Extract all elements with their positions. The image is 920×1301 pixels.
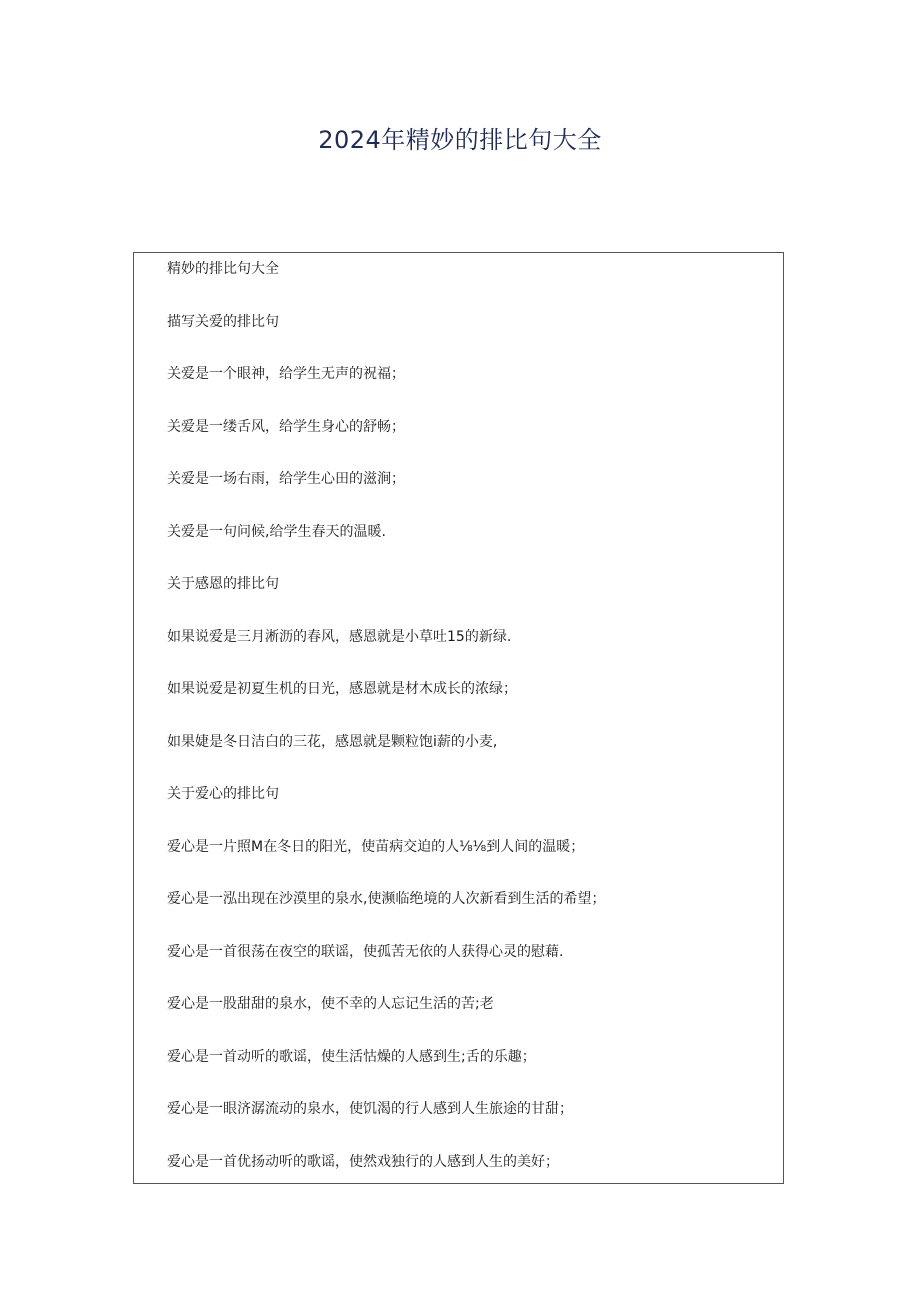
line-kindness-4: 爱心是一股甜甜的泉水，使不幸的人忘记生活的苦;老 — [167, 996, 494, 1012]
line-care-2: 关爱是一缕舌风，给学生身心的舒畅； — [167, 419, 405, 435]
document-title: 2024年精妙的排比句大全 — [318, 126, 602, 154]
line-gratitude-1: 如果说爱是三月淅沥的春风，感恩就是小草吐15的新绿. — [167, 629, 512, 645]
line-kindness-6: 爱心是一眼济潺流动的泉水，使饥渴的行人感到人生旅途的甘甜； — [167, 1101, 573, 1117]
line-heading-main: 精妙的排比句大全 — [167, 261, 279, 277]
line-gratitude-2: 如果说爱是初夏生机的日光，感恩就是材木成长的浓绿； — [167, 681, 517, 697]
line-care-1: 关爱是一个眼神，给学生无声的祝福； — [167, 366, 405, 382]
line-gratitude-3: 如果婕是冬日洁白的三花，感恩就是颗粒饱i薪的小麦, — [167, 734, 498, 750]
line-kindness-1: 爱心是一片照M在冬日的阳光，使苗病交迫的人⅛⅛到人间的温暖； — [167, 839, 585, 855]
line-kindness-7: 爱心是一首优扬动听的歌谣，使然戏独行的人感到人生的美好； — [167, 1154, 559, 1170]
line-kindness-5: 爱心是一首动听的歌谣，使生活怙燥的人感到生;舌的乐趣； — [167, 1049, 536, 1065]
line-care-3: 关爱是一场右雨，给学生心田的滋涧； — [167, 471, 405, 487]
line-kindness-3: 爱心是一首很荡在夜空的联谣，使孤苦无依的人获得心灵的慰藉. — [167, 944, 564, 960]
content-box — [133, 252, 784, 1184]
line-heading-care: 描写关爱的排比句 — [167, 314, 279, 330]
line-kindness-2: 爱心是一泓出现在沙漠里的泉水,使濒临绝境的人次新看到生活的希望； — [167, 891, 606, 907]
line-heading-gratitude: 关于感恩的排比句 — [167, 576, 279, 592]
line-heading-kindness: 关于爱心的排比句 — [167, 786, 279, 802]
line-care-4: 关爱是一句问候,给学生春天的温暖. — [167, 524, 386, 540]
